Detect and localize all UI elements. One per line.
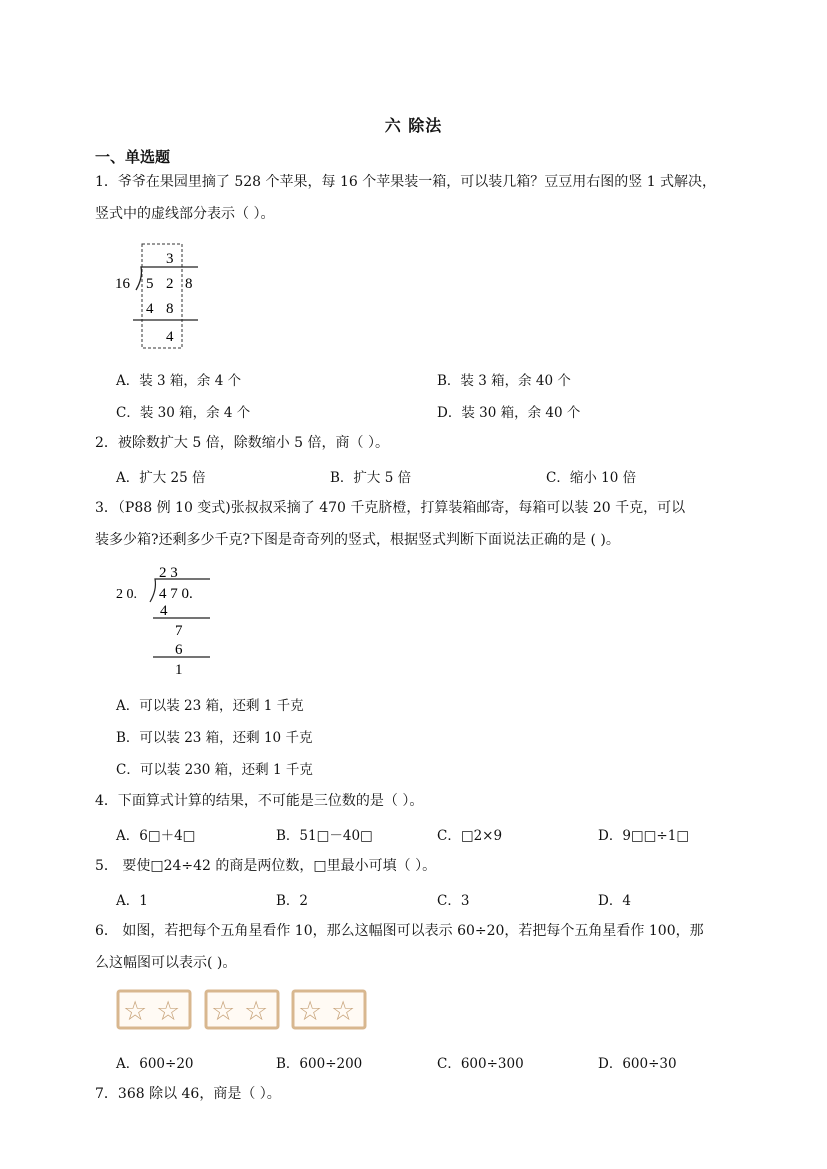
- quotient-digit: 3: [166, 251, 174, 267]
- long-division-figure-1: [110, 240, 210, 352]
- star-icon: ☆: [298, 996, 323, 1026]
- star-icon: ☆: [331, 996, 356, 1026]
- option-b: B．51□－40□: [276, 828, 373, 844]
- option-c: C．可以装 230 箱，还剩 1 千克: [116, 762, 313, 778]
- option-b: B．2: [276, 893, 309, 909]
- long-division-figure-2: [113, 560, 218, 680]
- product-digit: 4: [146, 301, 154, 317]
- option-b: B．扩大 5 倍: [330, 470, 412, 486]
- option-c: C．□2×9: [437, 828, 503, 844]
- option-d: D．装 30 箱，余 40 个: [437, 405, 581, 421]
- dividend-digit: 5: [146, 276, 154, 292]
- question-5: 5． 要使□24÷42 的商是两位数，□里最小可填（ ）。: [95, 858, 437, 874]
- option-a: A．1: [116, 893, 148, 909]
- step-digit: 7: [175, 623, 183, 639]
- star-icon: ☆: [211, 996, 236, 1026]
- step-digit: 6: [175, 642, 183, 658]
- quotient: 2 3: [159, 565, 178, 581]
- option-b: B．装 3 箱，余 40 个: [437, 373, 571, 389]
- divisor: 2 0.: [116, 587, 137, 602]
- question-7: 7．368 除以 46，商是（ ）。: [95, 1086, 281, 1102]
- option-b: B．可以装 23 箱，还剩 10 千克: [116, 730, 313, 746]
- product-digit: 8: [166, 301, 174, 317]
- question-3-line-2: 装多少箱?还剩多少千克?下图是奇奇列的竖式，根据竖式判断下面说法正确的是 ( )。: [95, 532, 620, 548]
- remainder-digit: 4: [166, 329, 174, 345]
- question-6-line-1: 6． 如图，若把每个五角星看作 10，那么这幅图可以表示 60÷20，若把每个五角星看作 100，那: [95, 923, 704, 939]
- option-a: A．6□＋4□: [116, 828, 196, 844]
- remainder-digit: 1: [175, 662, 183, 678]
- question-2: 2．被除数扩大 5 倍，除数缩小 5 倍，商（ ）。: [95, 435, 389, 451]
- dividend-digit: 2: [166, 276, 174, 292]
- option-a: A．600÷20: [116, 1056, 194, 1072]
- dashed-highlight-box: [142, 244, 182, 348]
- step-digit: 4: [160, 603, 168, 619]
- star-group: [293, 991, 365, 1028]
- question-6-line-2: 么这幅图可以表示( )。: [95, 955, 237, 971]
- option-b: B．600÷200: [276, 1056, 363, 1072]
- star-icon: ☆: [123, 996, 148, 1026]
- page-title: 六 除法: [384, 116, 443, 135]
- section-heading: 一、单选题: [95, 148, 171, 166]
- star-groups-figure: [116, 988, 368, 1032]
- star-group: [118, 991, 190, 1028]
- option-c: C．600÷300: [437, 1056, 524, 1072]
- option-d: D．600÷30: [598, 1056, 677, 1072]
- star-icon: ☆: [156, 996, 181, 1026]
- dividend-digit: 8: [185, 276, 193, 292]
- dividend: 4 7 0.: [159, 586, 193, 602]
- option-a: A．可以装 23 箱，还剩 1 千克: [116, 698, 304, 714]
- option-d: D．9□□÷1□: [598, 828, 690, 844]
- option-c: C．3: [437, 893, 470, 909]
- option-a: A．扩大 25 倍: [116, 470, 206, 486]
- option-c: C．缩小 10 倍: [546, 470, 637, 486]
- star-icon: ☆: [244, 996, 269, 1026]
- question-1-line-2: 竖式中的虚线部分表示（ ）。: [95, 206, 275, 222]
- question-1-line-1: 1．爷爷在果园里摘了 528 个苹果，每 16 个苹果装一箱，可以装几箱？豆豆用右图的竖 1 式解决，: [95, 174, 717, 190]
- divisor: 16: [115, 276, 130, 292]
- question-4: 4．下面算式计算的结果，不可能是三位数的是（ ）。: [95, 793, 424, 809]
- option-d: D．4: [598, 893, 631, 909]
- question-3-line-1: 3．（P88 例 10 变式)张叔叔采摘了 470 千克脐橙，打算装箱邮寄，每箱可以装 20 千克，可以: [95, 500, 686, 516]
- star-group: [206, 991, 278, 1028]
- option-c: C．装 30 箱，余 4 个: [116, 405, 251, 421]
- option-a: A．装 3 箱，余 4 个: [116, 373, 242, 389]
